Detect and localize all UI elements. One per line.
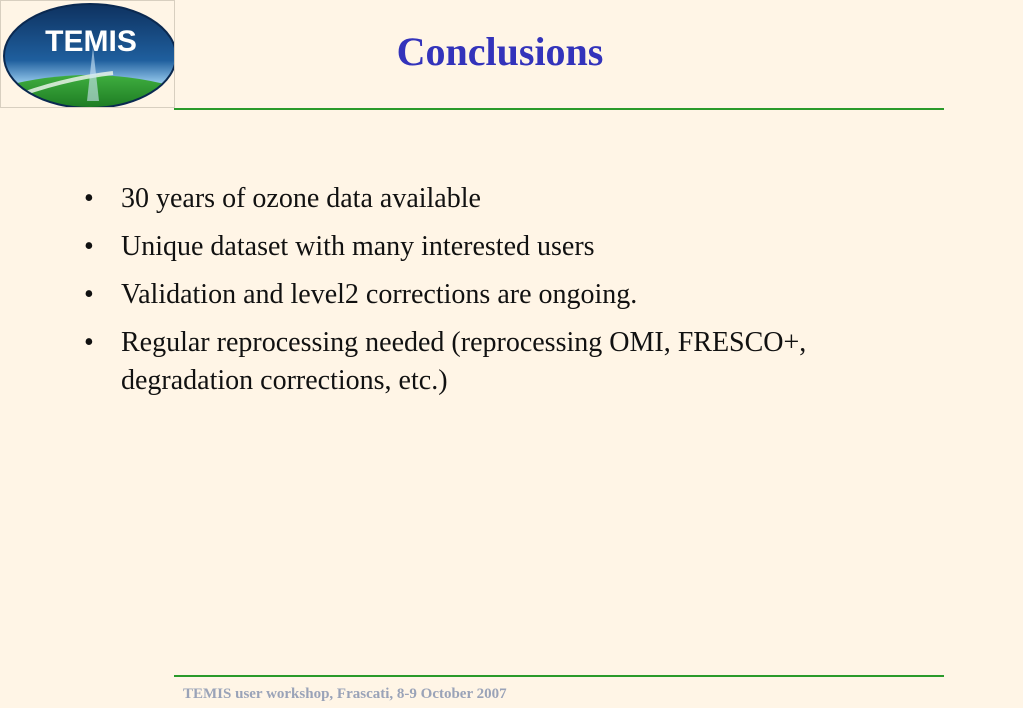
bullet-item [84, 180, 924, 218]
temis-logo [0, 0, 175, 108]
bullet-item [84, 276, 924, 314]
logo-text: TEMIS [45, 25, 137, 58]
bullet-marker: • [84, 327, 94, 358]
header-divider [174, 108, 944, 110]
slide-title: Conclusions [396, 29, 604, 74]
bullet-marker: • [84, 183, 94, 214]
bullet-text: Regular reprocessing needed (reprocessing OMI, FRESCO+, degradation corrections, etc.) [121, 327, 807, 396]
bullet-text: Unique dataset with many interested users [121, 231, 595, 262]
bullet-item [84, 324, 924, 400]
footer-divider [174, 675, 944, 677]
bullet-list [84, 180, 924, 410]
bullet-marker: • [84, 231, 94, 262]
bullet-marker: • [84, 279, 94, 310]
temis-logo-graphic [1, 1, 175, 108]
bullet-item [84, 228, 924, 266]
bullet-text: 30 years of ozone data available [121, 183, 481, 214]
footer-text: TEMIS user workshop, Frascati, 8-9 October 2007 [183, 686, 507, 702]
bullet-text: Validation and level2 corrections are ongoing. [121, 279, 638, 310]
